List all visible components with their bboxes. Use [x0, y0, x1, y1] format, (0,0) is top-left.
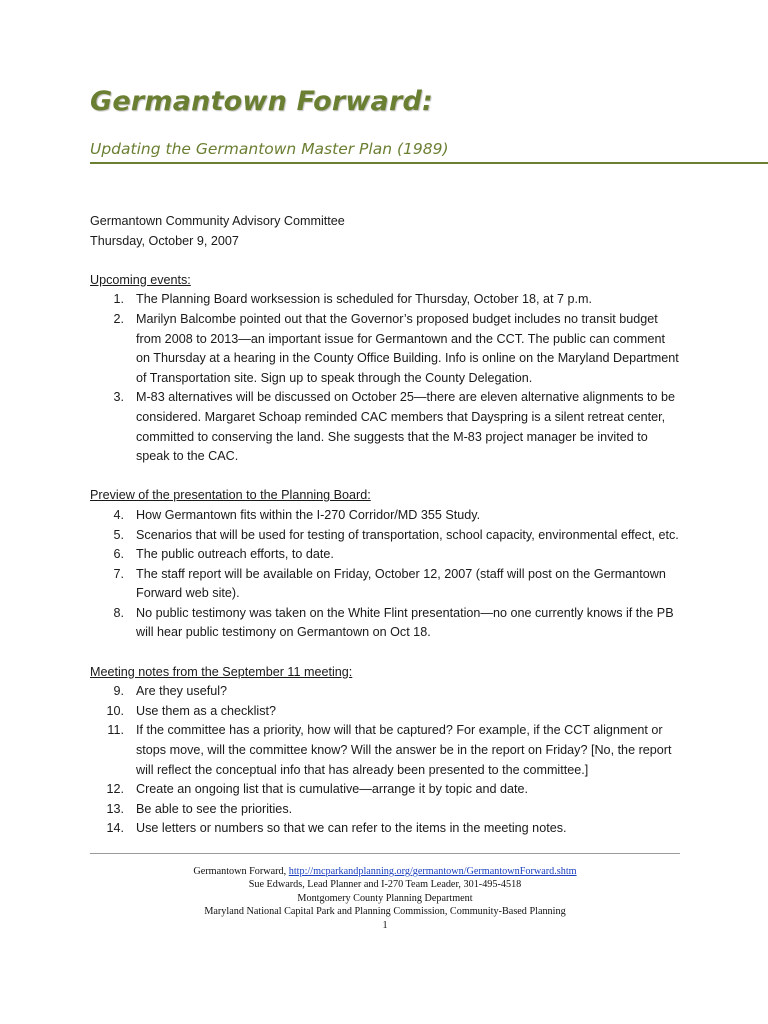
document-body	[90, 212, 680, 839]
list-item	[90, 526, 680, 546]
item-number: 5.	[113, 527, 124, 542]
list-item	[90, 310, 680, 388]
item-text: Be able to see the priorities.	[136, 801, 293, 816]
item-text: The public outreach efforts, to date.	[136, 547, 334, 562]
list-item	[90, 388, 680, 466]
page-number: 1	[382, 919, 388, 931]
list-item	[90, 702, 680, 722]
list-item	[90, 506, 680, 526]
section-heading-preview: Preview of the presentation to the Planning Board:	[90, 488, 371, 503]
item-text: No public testimony was taken on the White Flint presentation—no one currently knows if the PB will hear public testimony on Germantown on Oct 18.	[136, 605, 674, 640]
section-heading-meeting-notes: Meeting notes from the September 11 meeting:	[90, 664, 353, 679]
list-item	[90, 565, 680, 604]
item-text: The Planning Board worksession is scheduled for Thursday, October 18, at 7 p.m.	[136, 292, 592, 307]
item-number: 10.	[106, 703, 124, 718]
list-item	[90, 604, 680, 643]
list-item	[90, 819, 680, 839]
item-number: 2.	[113, 311, 124, 326]
footer-line-contact: Sue Edwards, Lead Planner and I-270 Team Leader, 301-495-4518	[248, 879, 522, 891]
footer-line-department: Montgomery County Planning Department	[297, 892, 473, 904]
item-text: Marilyn Balcombe pointed out that the Governor’s proposed budget includes no transit budget from 2008 to 2013—an important issue for Germantown and the CCT. The public can comment on Thursday at a hearing in the County Office Building. Info is online on the Maryland Department of Transportation site. Sign up to speak through the County Delegation.	[136, 311, 679, 385]
website-link[interactable]: http://mcparkandplanning.org/germantown/GermantownForward.shtm	[288, 866, 577, 877]
item-text: How Germantown fits within the I-270 Corridor/MD 355 Study.	[136, 507, 481, 522]
list-item	[90, 800, 680, 820]
footer-prefix: Germantown Forward,	[193, 866, 289, 877]
list-preview	[90, 506, 680, 643]
item-number: 14.	[106, 821, 124, 836]
list-item	[90, 290, 680, 310]
item-text: M-83 alternatives will be discussed on October 25—there are eleven alternative alignments to be considered. Margaret Schoap reminded CAC members that Dayspring is a silent retreat center, committed to conserving the land. She suggests that the M-83 project manager be invited to speak to the CAC.	[136, 390, 676, 464]
item-number: 11.	[107, 723, 124, 738]
section-heading-upcoming-events: Upcoming events:	[90, 272, 191, 287]
item-text: Use them as a checklist?	[136, 703, 276, 718]
item-text: If the committee has a priority, how will that be captured? For example, if the CCT alignment or stops move, will the committee know? Will the answer be in the report on Friday? [No, the report will reflect the conceptual info that has already been presented to the committee.]	[136, 723, 672, 777]
list-item	[90, 780, 680, 800]
item-text: Use letters or numbers so that we can refer to the items in the meeting notes.	[136, 821, 567, 836]
meeting-date: Thursday, October 9, 2007	[90, 233, 239, 248]
item-number: 1.	[113, 292, 124, 307]
footer-line-website	[90, 865, 680, 878]
list-upcoming-events	[90, 290, 680, 466]
list-item	[90, 682, 680, 702]
item-text: The staff report will be available on Friday, October 12, 2007 (staff will post on the Germantown Forward web site).	[136, 566, 666, 601]
page-footer	[90, 865, 680, 932]
item-text: Are they useful?	[136, 684, 228, 699]
list-item	[90, 545, 680, 565]
item-number: 3.	[113, 390, 124, 405]
item-text: Scenarios that will be used for testing of transportation, school capacity, environmental effect, etc.	[136, 527, 679, 542]
list-item	[90, 721, 680, 780]
list-meeting-notes	[90, 682, 680, 839]
committee-name: Germantown Community Advisory Committee	[90, 214, 345, 228]
page-title: Germantown Forward:	[90, 86, 434, 117]
item-number: 7.	[113, 566, 124, 581]
footer-line-commission: Maryland National Capital Park and Planning Commission, Community-Based Planning	[204, 906, 566, 918]
item-number: 4.	[113, 507, 124, 522]
item-number: 8.	[113, 605, 124, 620]
footer-divider	[90, 853, 680, 854]
item-text: Create an ongoing list that is cumulative—arrange it by topic and date.	[136, 782, 529, 797]
item-number: 6.	[113, 547, 124, 562]
item-number: 13.	[106, 801, 124, 816]
item-number: 9.	[113, 684, 124, 699]
item-number: 12.	[106, 782, 124, 797]
page-subtitle: Updating the Germantown Master Plan (1989)	[90, 140, 449, 158]
title-divider	[90, 162, 768, 164]
